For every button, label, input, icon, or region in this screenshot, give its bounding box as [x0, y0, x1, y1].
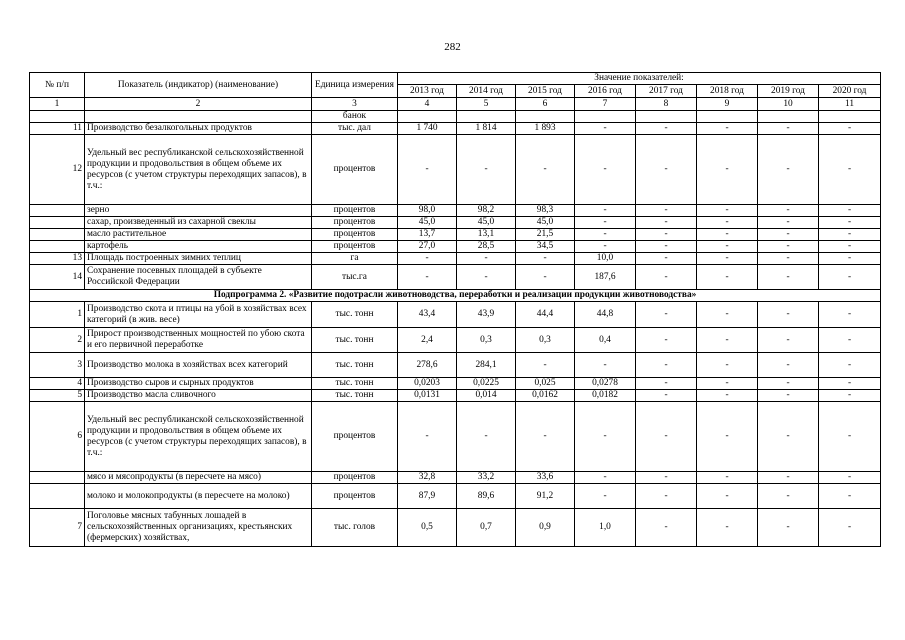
- value-cell: 0,0182: [575, 390, 636, 402]
- value-cell: -: [575, 217, 636, 229]
- row-number: 7: [30, 509, 85, 547]
- value-cell: -: [819, 472, 881, 484]
- value-cell: -: [697, 402, 758, 472]
- value-cell: 43,4: [398, 302, 457, 328]
- value-cell: -: [819, 402, 881, 472]
- unit-cell: процентов: [312, 402, 398, 472]
- year-2018: 2018 год: [697, 85, 758, 98]
- row-number: 3: [30, 353, 85, 378]
- indicator-name: Производство безалкогольных продуктов: [85, 123, 312, 135]
- row-number: 5: [30, 390, 85, 402]
- row-number: 1: [30, 302, 85, 328]
- value-cell: -: [697, 135, 758, 205]
- header-name: Показатель (индикатор) (наименование): [85, 73, 312, 98]
- value-cell: -: [636, 378, 697, 390]
- value-cell: 44,4: [516, 302, 575, 328]
- index-cell: 10: [758, 98, 819, 111]
- unit-cell: га: [312, 253, 398, 265]
- value-cell: -: [697, 265, 758, 290]
- index-cell: 2: [85, 98, 312, 111]
- header-row: [30, 73, 881, 85]
- value-cell: 0,0131: [398, 390, 457, 402]
- value-cell: 91,2: [516, 484, 575, 509]
- value-cell: -: [697, 123, 758, 135]
- row-number: [30, 217, 85, 229]
- value-cell: 284,1: [457, 353, 516, 378]
- value-cell: -: [575, 472, 636, 484]
- value-cell: -: [575, 484, 636, 509]
- unit-cell: процентов: [312, 484, 398, 509]
- index-cell: 4: [398, 98, 457, 111]
- row-number: 6: [30, 402, 85, 472]
- value-cell: 87,9: [398, 484, 457, 509]
- value-cell: -: [758, 302, 819, 328]
- value-cell: [575, 111, 636, 123]
- value-cell: -: [636, 135, 697, 205]
- value-cell: -: [758, 402, 819, 472]
- indicator-name: Производство масла сливочного: [85, 390, 312, 402]
- value-cell: -: [516, 253, 575, 265]
- year-2020: 2020 год: [819, 85, 881, 98]
- indicator-name: Удельный вес республиканской сельскохозяйственной продукции и продовольствия в общем объеме их ресурсов (с учетом структуры переходящих запасов), в т.ч.:: [85, 402, 312, 472]
- unit-cell: процентов: [312, 135, 398, 205]
- value-cell: [758, 111, 819, 123]
- value-cell: 10,0: [575, 253, 636, 265]
- unit-cell: процентов: [312, 241, 398, 253]
- value-cell: -: [575, 241, 636, 253]
- value-cell: -: [697, 217, 758, 229]
- value-cell: -: [636, 328, 697, 353]
- indicator-name: молоко и молокопродукты (в пересчете на молоко): [85, 484, 312, 509]
- value-cell: -: [819, 484, 881, 509]
- row-number: [30, 229, 85, 241]
- table-row: [30, 229, 881, 241]
- value-cell: -: [398, 265, 457, 290]
- value-cell: 0,0278: [575, 378, 636, 390]
- row-number: 4: [30, 378, 85, 390]
- year-2017: 2017 год: [636, 85, 697, 98]
- value-cell: 34,5: [516, 241, 575, 253]
- value-cell: -: [398, 402, 457, 472]
- value-cell: 28,5: [457, 241, 516, 253]
- value-cell: -: [697, 241, 758, 253]
- unit-cell: тыс. тонн: [312, 353, 398, 378]
- index-cell: 6: [516, 98, 575, 111]
- value-cell: -: [758, 509, 819, 547]
- unit-cell: процентов: [312, 472, 398, 484]
- value-cell: 13,7: [398, 229, 457, 241]
- value-cell: -: [516, 135, 575, 205]
- value-cell: 0,5: [398, 509, 457, 547]
- value-cell: 98,2: [457, 205, 516, 217]
- value-cell: -: [758, 378, 819, 390]
- index-cell: 9: [697, 98, 758, 111]
- table-row: [30, 111, 881, 123]
- value-cell: -: [758, 205, 819, 217]
- table-row: [30, 135, 881, 205]
- year-2013: 2013 год: [398, 85, 457, 98]
- indicator-name: масло растительное: [85, 229, 312, 241]
- value-cell: 89,6: [457, 484, 516, 509]
- value-cell: -: [819, 253, 881, 265]
- value-cell: 0,3: [516, 328, 575, 353]
- index-cell: 11: [819, 98, 881, 111]
- table-row: [30, 241, 881, 253]
- page-number: 282: [444, 41, 461, 53]
- value-cell: -: [758, 229, 819, 241]
- table-row: [30, 253, 881, 265]
- value-cell: -: [636, 253, 697, 265]
- table-row: [30, 328, 881, 353]
- value-cell: -: [758, 253, 819, 265]
- value-cell: -: [575, 135, 636, 205]
- index-cell: 5: [457, 98, 516, 111]
- unit-cell: процентов: [312, 229, 398, 241]
- value-cell: -: [758, 353, 819, 378]
- table-row: [30, 353, 881, 378]
- row-number: 11: [30, 123, 85, 135]
- row-number: 2: [30, 328, 85, 353]
- value-cell: -: [636, 205, 697, 217]
- value-cell: 45,0: [516, 217, 575, 229]
- indicators-table: [29, 72, 881, 547]
- value-cell: [516, 111, 575, 123]
- value-cell: 0,025: [516, 378, 575, 390]
- value-cell: 27,0: [398, 241, 457, 253]
- value-cell: [636, 111, 697, 123]
- value-cell: -: [398, 253, 457, 265]
- table-row: [30, 402, 881, 472]
- indicator-name: картофель: [85, 241, 312, 253]
- value-cell: 0,9: [516, 509, 575, 547]
- table-row: [30, 205, 881, 217]
- unit-cell: процентов: [312, 205, 398, 217]
- indicator-name: Сохранение посевных площадей в субъекте Российской Федерации: [85, 265, 312, 290]
- year-2016: 2016 год: [575, 85, 636, 98]
- value-cell: -: [819, 390, 881, 402]
- value-cell: -: [636, 123, 697, 135]
- table-row: [30, 484, 881, 509]
- value-cell: 44,8: [575, 302, 636, 328]
- indicator-name: зерно: [85, 205, 312, 217]
- unit-cell: тыс. дал: [312, 123, 398, 135]
- value-cell: -: [636, 390, 697, 402]
- unit-cell: процентов: [312, 217, 398, 229]
- value-cell: -: [575, 205, 636, 217]
- value-cell: -: [636, 484, 697, 509]
- value-cell: -: [697, 509, 758, 547]
- value-cell: -: [516, 353, 575, 378]
- value-cell: -: [457, 135, 516, 205]
- value-cell: -: [575, 123, 636, 135]
- value-cell: [398, 111, 457, 123]
- value-cell: -: [819, 135, 881, 205]
- value-cell: 0,014: [457, 390, 516, 402]
- value-cell: -: [398, 135, 457, 205]
- index-row: [30, 98, 881, 111]
- value-cell: 45,0: [457, 217, 516, 229]
- value-cell: -: [758, 135, 819, 205]
- row-number: [30, 205, 85, 217]
- value-cell: 0,3: [457, 328, 516, 353]
- value-cell: -: [697, 484, 758, 509]
- unit-cell: тыс. тонн: [312, 390, 398, 402]
- value-cell: -: [697, 205, 758, 217]
- value-cell: [457, 111, 516, 123]
- value-cell: -: [575, 229, 636, 241]
- value-cell: -: [819, 265, 881, 290]
- value-cell: 278,6: [398, 353, 457, 378]
- value-cell: -: [697, 229, 758, 241]
- unit-cell: тыс. тонн: [312, 302, 398, 328]
- row-number: 12: [30, 135, 85, 205]
- value-cell: 0,0162: [516, 390, 575, 402]
- value-cell: -: [819, 509, 881, 547]
- indicator-name: Производство сыров и сырных продуктов: [85, 378, 312, 390]
- value-cell: 33,2: [457, 472, 516, 484]
- value-cell: -: [758, 472, 819, 484]
- row-number: [30, 472, 85, 484]
- indicator-name: Площадь построенных зимних теплиц: [85, 253, 312, 265]
- value-cell: 0,0225: [457, 378, 516, 390]
- value-cell: -: [819, 123, 881, 135]
- index-cell: 8: [636, 98, 697, 111]
- value-cell: 187,6: [575, 265, 636, 290]
- value-cell: -: [758, 484, 819, 509]
- table-row: [30, 265, 881, 290]
- value-cell: 0,4: [575, 328, 636, 353]
- header-num: № п/п: [30, 73, 85, 98]
- row-number: 14: [30, 265, 85, 290]
- value-cell: -: [819, 328, 881, 353]
- value-cell: 0,7: [457, 509, 516, 547]
- value-cell: -: [819, 217, 881, 229]
- indicator-name: сахар, произведенный из сахарной свеклы: [85, 217, 312, 229]
- indicator-name: Поголовье мясных табунных лошадей в сельскохозяйственных организациях, крестьянских (фермерских) хозяйствах,: [85, 509, 312, 547]
- value-cell: 0,0203: [398, 378, 457, 390]
- value-cell: 98,3: [516, 205, 575, 217]
- indicator-name: Удельный вес республиканской сельскохозяйственной продукции и продовольствия в общем объеме их ресурсов (с учетом структуры переходящих запасов), в т.ч.:: [85, 135, 312, 205]
- value-cell: -: [697, 378, 758, 390]
- table-row: [30, 390, 881, 402]
- table-row: [30, 123, 881, 135]
- value-cell: -: [697, 302, 758, 328]
- index-cell: 3: [312, 98, 398, 111]
- indicator-name: Производство молока в хозяйствах всех категорий: [85, 353, 312, 378]
- value-cell: -: [697, 328, 758, 353]
- value-cell: 98,0: [398, 205, 457, 217]
- indicator-name: Производство скота и птицы на убой в хозяйствах всех категорий (в жив. весе): [85, 302, 312, 328]
- table-row: [30, 509, 881, 547]
- indicator-name: мясо и мясопродукты (в пересчете на мясо): [85, 472, 312, 484]
- value-cell: -: [636, 217, 697, 229]
- value-cell: -: [457, 253, 516, 265]
- row-number: [30, 484, 85, 509]
- value-cell: -: [575, 353, 636, 378]
- value-cell: -: [697, 390, 758, 402]
- value-cell: 2,4: [398, 328, 457, 353]
- value-cell: -: [758, 241, 819, 253]
- value-cell: -: [636, 402, 697, 472]
- value-cell: 1 740: [398, 123, 457, 135]
- value-cell: -: [819, 378, 881, 390]
- table-row: [30, 378, 881, 390]
- year-2015: 2015 год: [516, 85, 575, 98]
- unit-cell: тыс. тонн: [312, 378, 398, 390]
- value-cell: 1,0: [575, 509, 636, 547]
- value-cell: -: [636, 353, 697, 378]
- value-cell: -: [636, 229, 697, 241]
- subprogram-title-row: [30, 290, 881, 302]
- value-cell: -: [516, 402, 575, 472]
- row-number: [30, 241, 85, 253]
- value-cell: -: [697, 353, 758, 378]
- value-cell: 33,6: [516, 472, 575, 484]
- value-cell: -: [758, 217, 819, 229]
- value-cell: -: [758, 328, 819, 353]
- subprogram-title: Подпрограмма 2. «Развитие подотрасли животноводства, переработки и реализации продукции животноводства»: [30, 290, 881, 302]
- value-cell: [697, 111, 758, 123]
- value-cell: 32,8: [398, 472, 457, 484]
- value-cell: -: [636, 302, 697, 328]
- value-cell: -: [575, 402, 636, 472]
- value-cell: -: [819, 241, 881, 253]
- value-cell: -: [758, 390, 819, 402]
- value-cell: 13,1: [457, 229, 516, 241]
- value-cell: 43,9: [457, 302, 516, 328]
- value-cell: -: [636, 509, 697, 547]
- unit-cell: тыс. тонн: [312, 328, 398, 353]
- year-2014: 2014 год: [457, 85, 516, 98]
- value-cell: 1 814: [457, 123, 516, 135]
- value-cell: -: [457, 265, 516, 290]
- unit-cell: тыс.га: [312, 265, 398, 290]
- value-cell: -: [457, 402, 516, 472]
- value-cell: 45,0: [398, 217, 457, 229]
- value-cell: -: [819, 229, 881, 241]
- header-values: Значение показателей:: [398, 73, 881, 85]
- row-number: 13: [30, 253, 85, 265]
- indicator-name: [85, 111, 312, 123]
- value-cell: -: [819, 353, 881, 378]
- value-cell: -: [819, 302, 881, 328]
- value-cell: -: [758, 123, 819, 135]
- value-cell: -: [636, 265, 697, 290]
- value-cell: -: [758, 265, 819, 290]
- value-cell: -: [636, 241, 697, 253]
- indicator-name: Прирост производственных мощностей по убою скота и его первичной переработке: [85, 328, 312, 353]
- table-row: [30, 217, 881, 229]
- row-number: [30, 111, 85, 123]
- unit-cell: банок: [312, 111, 398, 123]
- value-cell: -: [516, 265, 575, 290]
- table-row: [30, 302, 881, 328]
- value-cell: 21,5: [516, 229, 575, 241]
- value-cell: -: [819, 205, 881, 217]
- index-cell: 1: [30, 98, 85, 111]
- value-cell: -: [697, 472, 758, 484]
- value-cell: 1 893: [516, 123, 575, 135]
- header-unit: Единица измерения: [312, 73, 398, 98]
- table-row: [30, 472, 881, 484]
- value-cell: [819, 111, 881, 123]
- index-cell: 7: [575, 98, 636, 111]
- year-2019: 2019 год: [758, 85, 819, 98]
- unit-cell: тыс. голов: [312, 509, 398, 547]
- value-cell: -: [636, 472, 697, 484]
- value-cell: -: [697, 253, 758, 265]
